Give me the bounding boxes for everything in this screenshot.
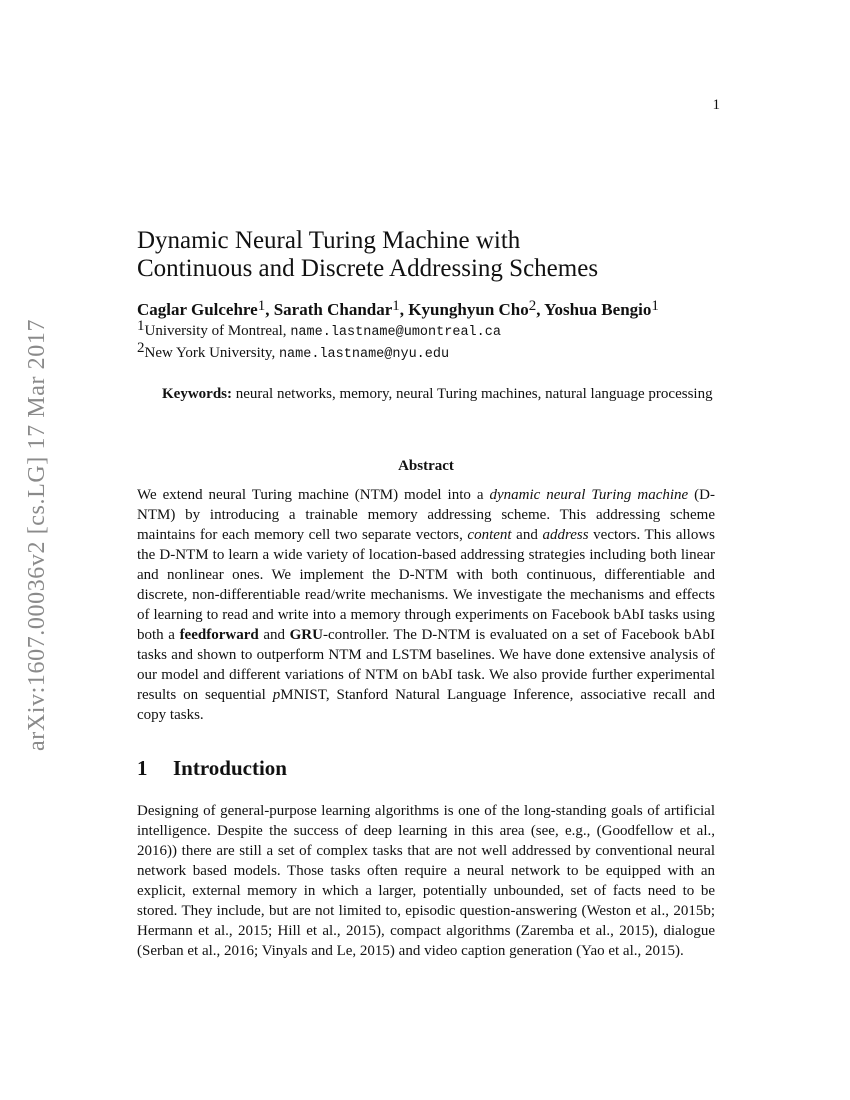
paper-title bbox=[137, 227, 715, 283]
title-line-2: Continuous and Discrete Addressing Schemes bbox=[137, 255, 599, 282]
author-affiliation-mark: 1 bbox=[257, 298, 266, 314]
paper-first-page bbox=[137, 227, 715, 961]
affiliation-mark: 2 bbox=[137, 340, 145, 356]
affiliation-name: New York University, bbox=[144, 345, 279, 361]
author-name: Sarath Chandar bbox=[273, 300, 393, 319]
author-separator: , bbox=[265, 300, 274, 319]
abstract-run: and bbox=[511, 527, 543, 543]
abstract-run: MNIST, Stanford Natural Language Inference, associative recall and copy tasks. bbox=[137, 687, 715, 723]
abstract-run: We extend neural Turing machine (NTM) model into a bbox=[137, 487, 490, 503]
abstract-heading: Abstract bbox=[398, 458, 454, 474]
abstract-emphasis: dynamic neural Turing machine bbox=[489, 487, 689, 503]
author-name: Caglar Gulcehre bbox=[137, 300, 258, 319]
author-name: Kyunghyun Cho bbox=[408, 300, 529, 319]
affiliation-email: name.lastname@umontreal.ca bbox=[290, 325, 501, 340]
abstract-run: (D-NTM) by introducing a trainable memory addressing scheme. This addressing scheme maintains for each memory cell two separate vectors, bbox=[137, 487, 715, 543]
introduction-paragraph: Designing of general-purpose learning algorithms is one of the long-standing goals of artificial intelligence. Despite the success of deep learning in this area (see, e.g., (Goodfellow et al., 2016)) there are still a set of complex tasks that are not well addressed by conventional neural network based models. Those tasks often require a neural network to be equipped with an explicit, external memory in which a larger, potentially unbounded, set of facts need to be stored. They include, but are not limited to, episodic question-answering (Weston et al., 2015b; Hermann et al., 2015; Hill et al., 2015), compact algorithms (Zaremba et al., 2015), dialogue (Serban et al., 2016; Vinyals and Le, 2015) and video caption generation (Yao et al., 2015). bbox=[137, 803, 715, 959]
affiliation-mark: 1 bbox=[137, 318, 145, 334]
page-number: 1 bbox=[712, 97, 720, 113]
abstract-strong: feedforward bbox=[179, 627, 259, 643]
author-list bbox=[137, 299, 715, 321]
section-title: Introduction bbox=[173, 756, 287, 780]
author-separator: , bbox=[399, 300, 409, 319]
abstract-emphasis: content bbox=[467, 527, 512, 543]
title-line-1: Dynamic Neural Turing Machine with bbox=[137, 227, 521, 254]
affiliation-name: University of Montreal, bbox=[144, 323, 291, 339]
affiliation-line bbox=[137, 340, 715, 365]
affiliation-line bbox=[137, 318, 715, 343]
author-name: Yoshua Bengio bbox=[544, 300, 652, 319]
author-affiliation-mark: 2 bbox=[528, 298, 537, 314]
keywords-paragraph bbox=[137, 384, 715, 404]
keywords-text: neural networks, memory, neural Turing machines, natural language processing bbox=[232, 386, 713, 402]
arxiv-identifier-stamp: arXiv:1607.00036v2 [cs.LG] 17 Mar 2017 bbox=[24, 318, 50, 752]
section-number: 1 bbox=[137, 756, 148, 780]
abstract-run: -controller. The D-NTM is evaluated on a set of Facebook bAbI tasks and shown to outperform NTM and LSTM baselines. We have done extensive analysis of our model and different variations of NTM on bAbI task. We also provide further experimental results on sequential bbox=[137, 627, 715, 703]
section-heading-introduction bbox=[137, 754, 715, 782]
abstract-run: vectors. This allows the D-NTM to learn a wide variety of location-based addressing strategies including both linear and nonlinear ones. We implement the D-NTM with both continuous, differentiable and discrete, non-differentiable read/write mechanisms. We investigate the mechanisms and effects of learning to read and write into a memory through experiments on Facebook bAbI tasks using both a bbox=[137, 527, 715, 643]
affiliation-email: name.lastname@nyu.edu bbox=[278, 347, 450, 362]
author-separator: , bbox=[536, 300, 545, 319]
abstract-strong: GRU bbox=[289, 627, 323, 643]
abstract-emphasis: p bbox=[272, 687, 281, 703]
abstract-run: and bbox=[258, 627, 290, 643]
abstract-emphasis: address bbox=[542, 527, 589, 543]
abstract-text bbox=[137, 485, 715, 725]
author-affiliation-mark: 1 bbox=[392, 298, 400, 314]
author-affiliation-mark: 1 bbox=[651, 298, 659, 314]
keywords-label: Keywords: bbox=[162, 386, 232, 402]
